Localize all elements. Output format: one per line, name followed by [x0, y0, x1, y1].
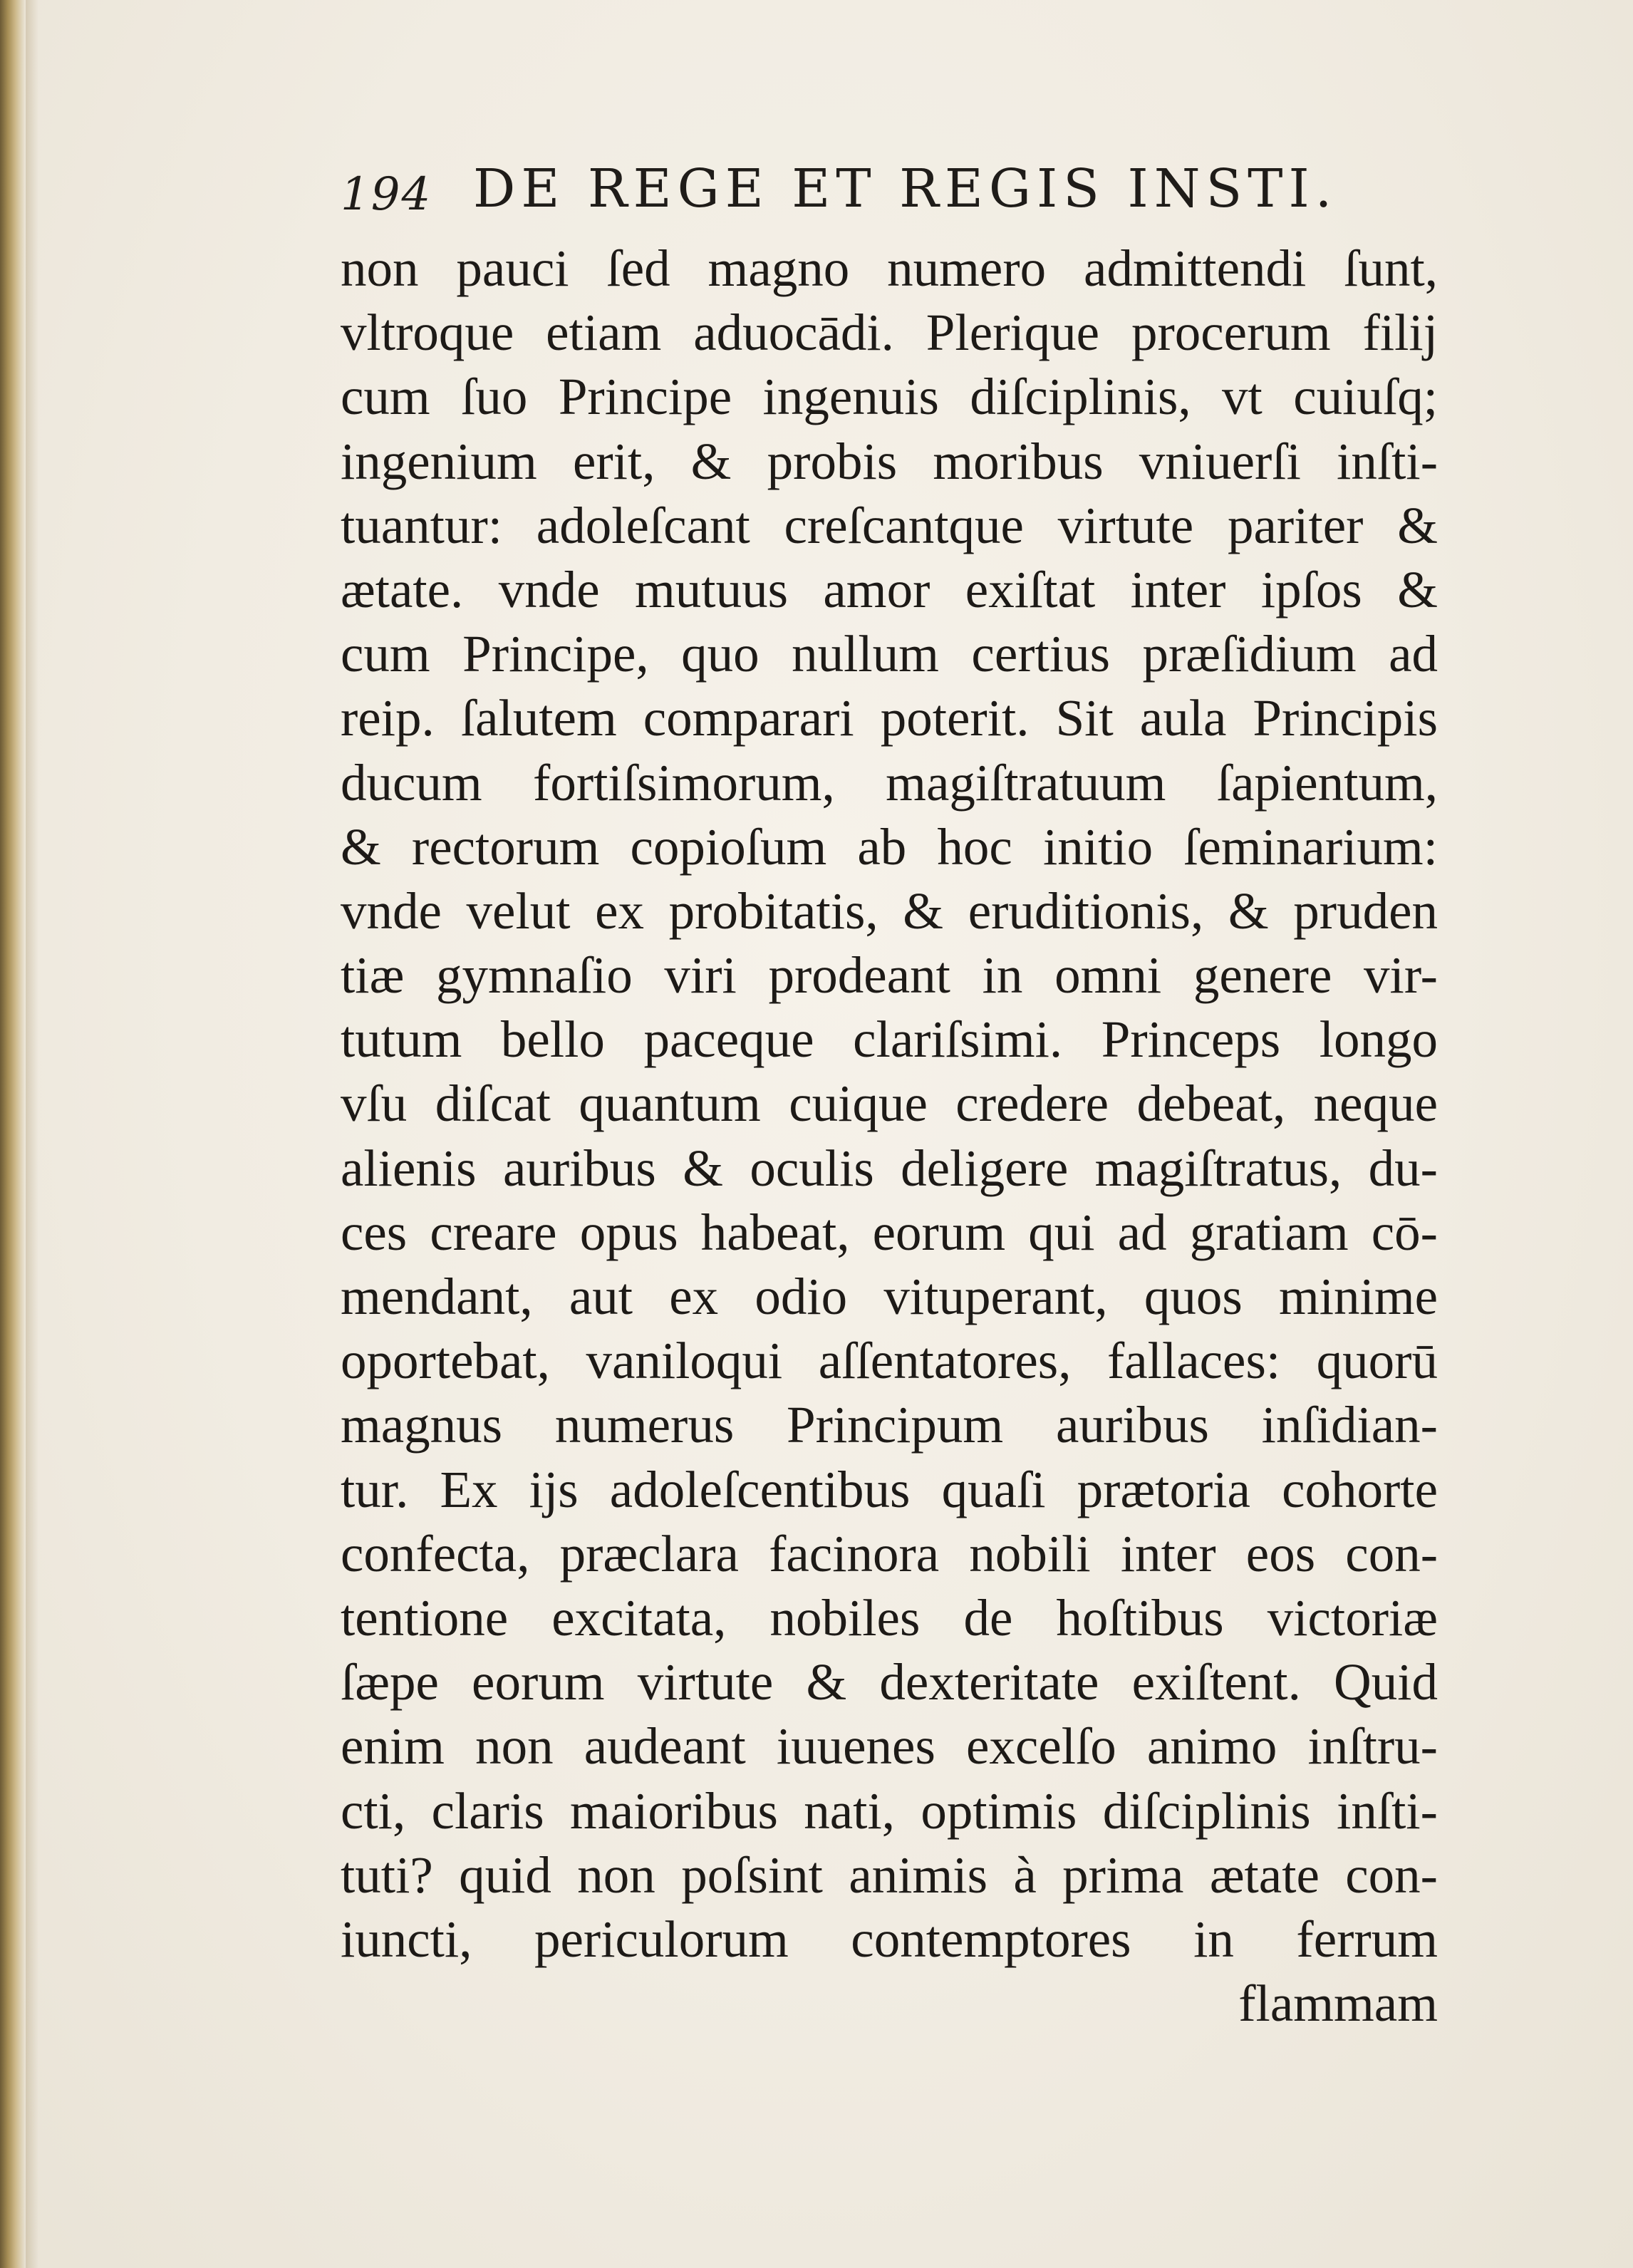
- catchword: flammam: [1238, 1974, 1438, 2033]
- running-title: DE REGE ET REGIS INSTI.: [473, 158, 1338, 219]
- body-text: [341, 237, 1438, 2036]
- gutter-shadow: [26, 0, 38, 2268]
- text-line: & rectorum copioſum ab hoc initio ſeminarium:: [341, 817, 1438, 876]
- text-line: reip. ſalutem comparari poterit. Sit aula Principis: [341, 689, 1438, 747]
- text-line: ingenium erit, & probis moribus vniuerſi inſti-: [341, 432, 1438, 490]
- text-line: iuncti, periculorum contemptores in ferrum: [341, 1910, 1438, 1968]
- text-line: ces creare opus habeat, eorum qui ad gratiam cō-: [341, 1203, 1438, 1261]
- text-line: cum ſuo Principe ingenuis diſciplinis, vt cuiuſq;: [341, 368, 1438, 426]
- text-line: ducum fortiſsimorum, magiſtratuum ſapientum,: [341, 753, 1438, 812]
- text-line: vſu diſcat quantum cuique credere debeat, neque: [341, 1075, 1438, 1133]
- text-line: cti, claris maioribus nati, optimis diſciplinis inſti-: [341, 1781, 1438, 1840]
- page-number: 194: [341, 168, 432, 221]
- text-line: alienis auribus & oculis deligere magiſtratus, du-: [341, 1139, 1438, 1197]
- text-line: ſæpe eorum virtute & dexteritate exiſtent. Quid: [341, 1653, 1438, 1712]
- text-line: ætate. vnde mutuus amor exiſtat inter ipſos &: [341, 560, 1438, 618]
- text-line: tutum bello paceque clariſsimi. Princeps longo: [341, 1010, 1438, 1069]
- text-line: oportebat, vaniloqui aſſentatores, fallaces: quorū: [341, 1332, 1438, 1390]
- text-line: enim non audeant iuuenes excelſo animo inſtru-: [341, 1717, 1438, 1776]
- text-line: non pauci ſed magno numero admittendi ſunt,: [341, 239, 1438, 297]
- text-line: tur. Ex ijs adoleſcentibus quaſi prætoria cohorte: [341, 1460, 1438, 1518]
- text-line: mendant, aut ex odio vituperant, quos minime: [341, 1268, 1438, 1325]
- text-line: magnus numerus Principum auribus inſidian-: [341, 1396, 1438, 1454]
- text-line: cum Principe, quo nullum certius præſidium ad: [341, 625, 1438, 683]
- text-line: tuantur: adoleſcant creſcantque virtute pariter &: [341, 496, 1438, 554]
- text-line: vnde velut ex probitatis, & eruditionis, & pruden: [341, 881, 1438, 940]
- text-line: vltroque etiam aduocādi. Plerique procerum filij: [341, 304, 1438, 362]
- text-line: confecta, præclara facinora nobili inter eos con-: [341, 1524, 1438, 1583]
- text-line: tuti? quid non poſsint animis à prima ætate con-: [341, 1845, 1438, 1904]
- book-spine-edge: [0, 0, 26, 2268]
- text-line: tentione excitata, nobiles de hoſtibus victoriæ: [341, 1588, 1438, 1647]
- page-header: [341, 158, 1338, 237]
- text-line: tiæ gymnaſio viri prodeant in omni genere vir-: [341, 946, 1438, 1005]
